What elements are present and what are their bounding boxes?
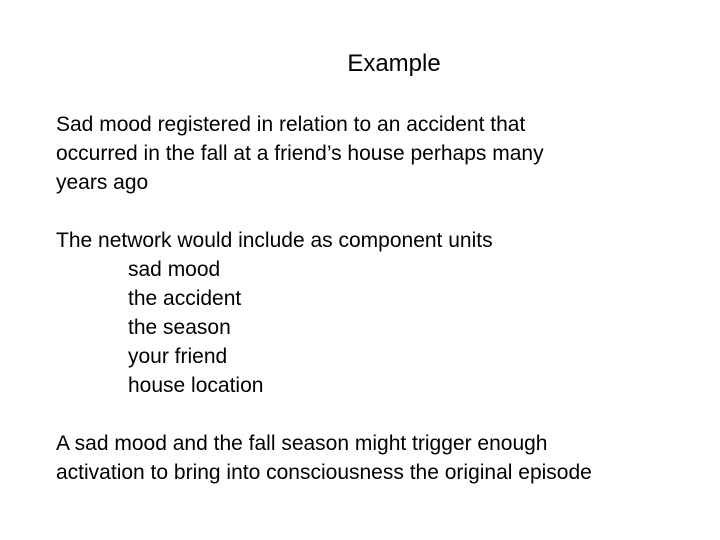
component-unit: the accident (128, 287, 242, 310)
paragraph-sad-mood (56, 110, 696, 197)
component-unit: sad mood (128, 258, 221, 281)
component-units-list (56, 255, 696, 400)
paragraph-line: years ago (56, 171, 149, 194)
paragraph-line: occurred in the fall at a friend’s house perhaps many (56, 142, 544, 165)
slide-title: Example (347, 50, 441, 77)
paragraph-trigger (56, 429, 696, 487)
component-unit: the season (128, 316, 231, 339)
slide-body (56, 110, 696, 487)
paragraph-network (56, 226, 696, 400)
component-unit: your friend (128, 345, 228, 368)
network-intro: The network would include as component units (56, 229, 493, 252)
paragraph-line: activation to bring into consciousness the original episode (56, 461, 592, 484)
paragraph-line: Sad mood registered in relation to an accident that (56, 113, 526, 136)
component-unit: house location (128, 374, 264, 397)
paragraph-line: A sad mood and the fall season might trigger enough (56, 432, 548, 455)
